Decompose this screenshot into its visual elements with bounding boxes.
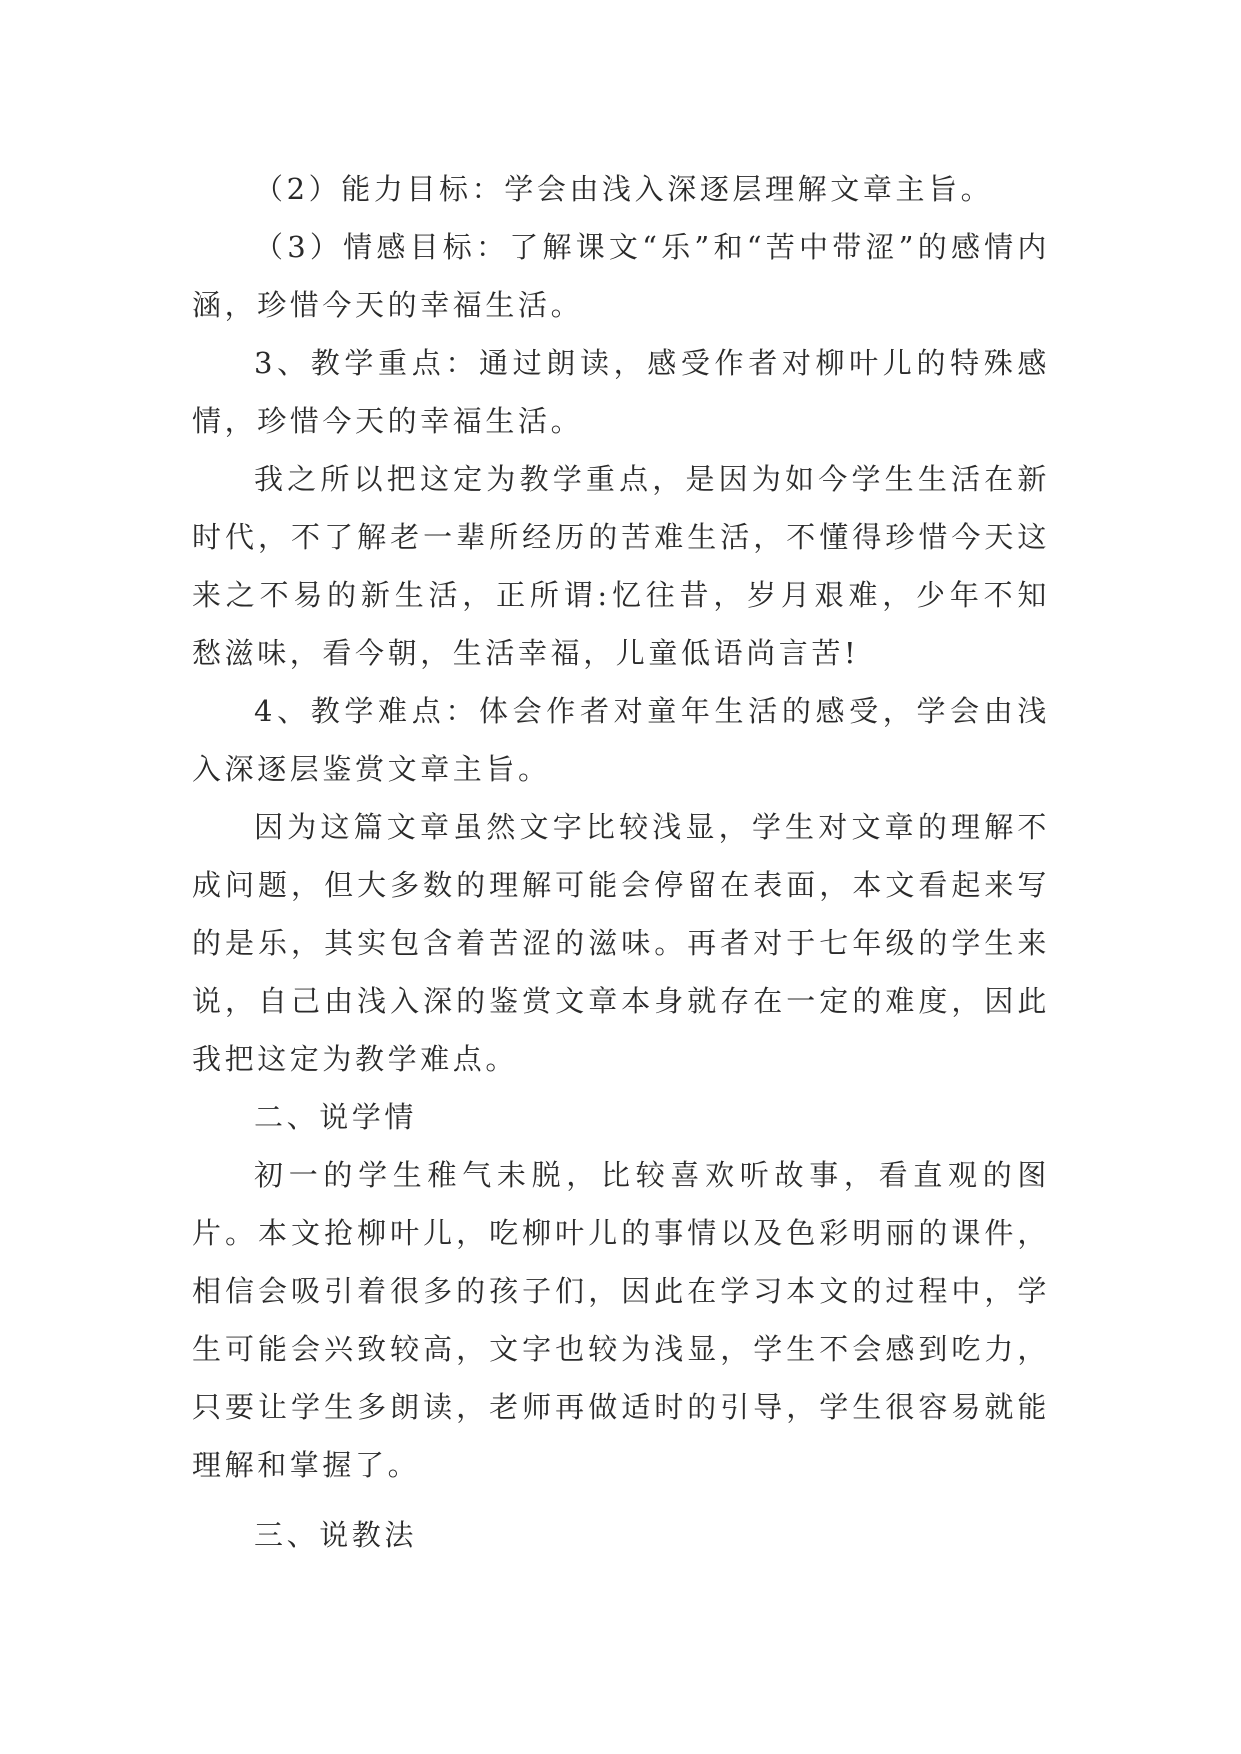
- paragraph-emotion-goal: （3）情感目标：了解课文“乐”和“苦中带涩”的感情内涵，珍惜今天的幸福生活。: [192, 230, 1050, 322]
- paragraph-difficulty-reason: 因为这篇文章虽然文字比较浅显，学生对文章的理解不成问题，但大多数的理解可能会停留在表面，本文看起来写的是乐，其实包含着苦涩的滋味。再者对于七年级的学生来说，自己由浅入深的鉴赏文章本身就存在一定的难度，因此我把这定为教学难点。: [192, 810, 1050, 1076]
- paragraph-teaching-difficulty: 4、教学难点：体会作者对童年生活的感受，学会由浅入深逐层鉴赏文章主旨。: [192, 694, 1050, 786]
- section-heading-teaching-method: 三、说教法: [254, 1518, 418, 1552]
- section-heading-student-analysis: 二、说学情: [254, 1100, 418, 1134]
- paragraph-ability-goal: （2）能力目标：学会由浅入深逐层理解文章主旨。: [254, 172, 994, 206]
- paragraph-student-analysis: 初一的学生稚气未脱，比较喜欢听故事，看直观的图片。本文抢柳叶儿，吃柳叶儿的事情以及色彩明丽的课件，相信会吸引着很多的孩子们，因此在学习本文的过程中，学生可能会兴致较高，文字也较为浅显，学生不会感到吃力，只要让学生多朗读，老师再做适时的引导，学生很容易就能理解和掌握了。: [192, 1158, 1050, 1482]
- paragraph-focus-reason: 我之所以把这定为教学重点，是因为如今学生生活在新时代，不了解老一辈所经历的苦难生活，不懂得珍惜今天这来之不易的新生活，正所谓:忆往昔，岁月艰难，少年不知愁滋味，看今朝，生活幸福，儿童低语尚言苦!: [192, 462, 1050, 670]
- document-page: [192, 160, 1050, 1564]
- paragraph-teaching-focus: 3、教学重点：通过朗读，感受作者对柳叶儿的特殊感情，珍惜今天的幸福生活。: [192, 346, 1050, 438]
- spacer: [192, 1494, 1050, 1506]
